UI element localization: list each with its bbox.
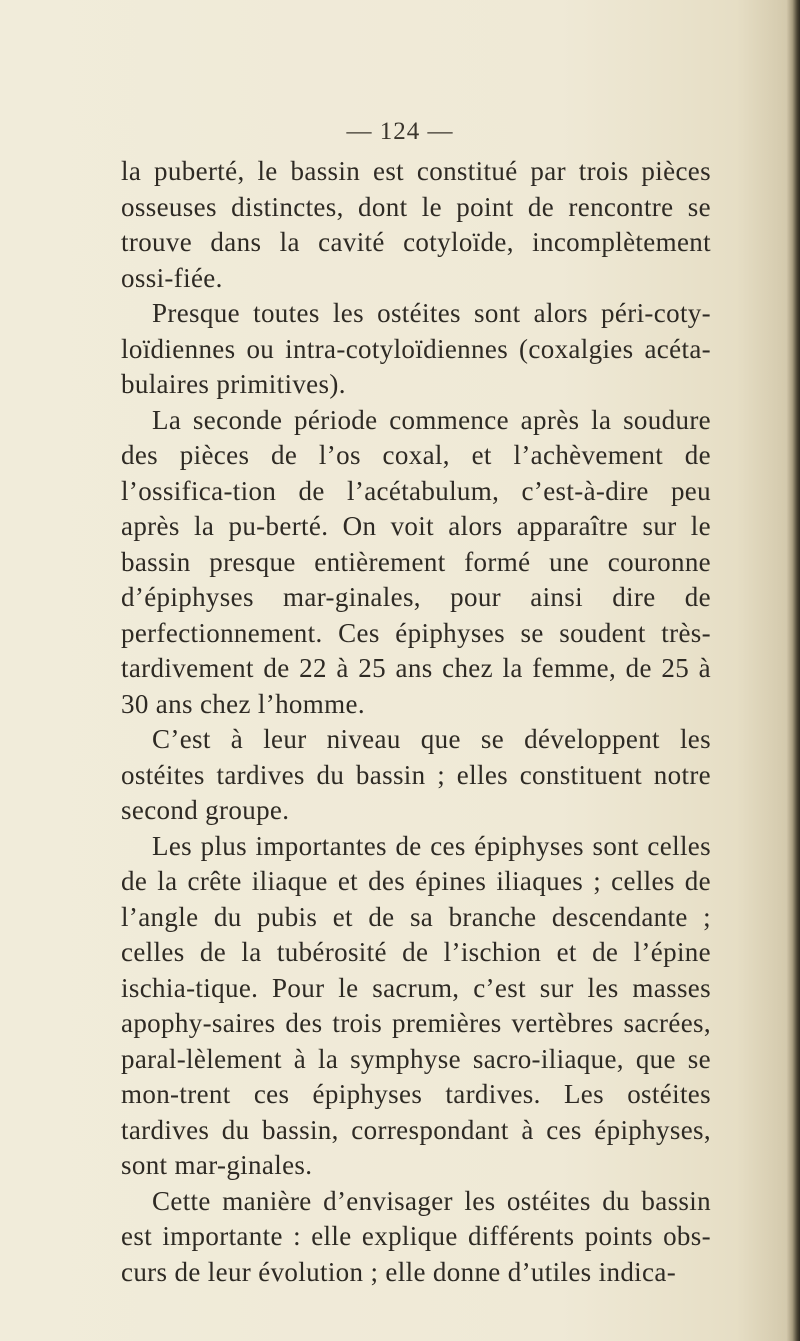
paragraph-3: La seconde période commence après la soudure des pièces de l’os coxal, et l’achèvement de l’ossifica-tion de l’acétabulum, c’est-à-dire peu après la pu-berté. On voit alors apparaître sur le bassin presque entièrement formé une couronne d’épiphyses mar-ginales, pour ainsi dire de perfectionnement. Ces épiphyses se soudent très-tardivement de 22 à 25 ans chez la femme, de 25 à 30 ans chez l’homme. <box>121 404 711 719</box>
paragraph-6: Cette manière d’envisager les ostéites du bassin est importante : elle explique différents points obs-curs de leur évolution ; elle donne d’utiles indica- <box>121 1185 711 1287</box>
paragraph-2: Presque toutes les ostéites sont alors péri-coty-loïdiennes ou intra-cotyloïdiennes (coxalgies acéta-bulaires primitives). <box>121 298 711 399</box>
paragraph-1: la puberté, le bassin est constitué par trois pièces osseuses distinctes, dont le point de rencontre se trouve dans la cavité cotyloïde, incomplètement ossi-fiée. <box>121 156 711 293</box>
paragraph-5: Les plus importantes de ces épiphyses sont celles de la crête iliaque et des épines iliaques ; celles de l’angle du pubis et de sa branche descendante ; celles de la tubérosité de l’ischion et de l’épine ischia-tique. Pour le sacrum, c’est sur les masses apophy-saires des trois premières vertèbres sacrées, paral-lèlement à la symphyse sacro-iliaque, que se mon-trent ces épiphyses tardives. Les ostéites tardives du bassin, correspondant à ces épiphyses, sont mar-ginales. <box>121 830 711 1180</box>
page-number: — 124 — <box>346 118 454 145</box>
body-text <box>121 154 711 1290</box>
paragraph-4: C’est à leur niveau que se développent les ostéites tardives du bassin ; elles constituent notre second groupe. <box>121 724 711 825</box>
page-edge-shadow <box>786 0 800 1341</box>
